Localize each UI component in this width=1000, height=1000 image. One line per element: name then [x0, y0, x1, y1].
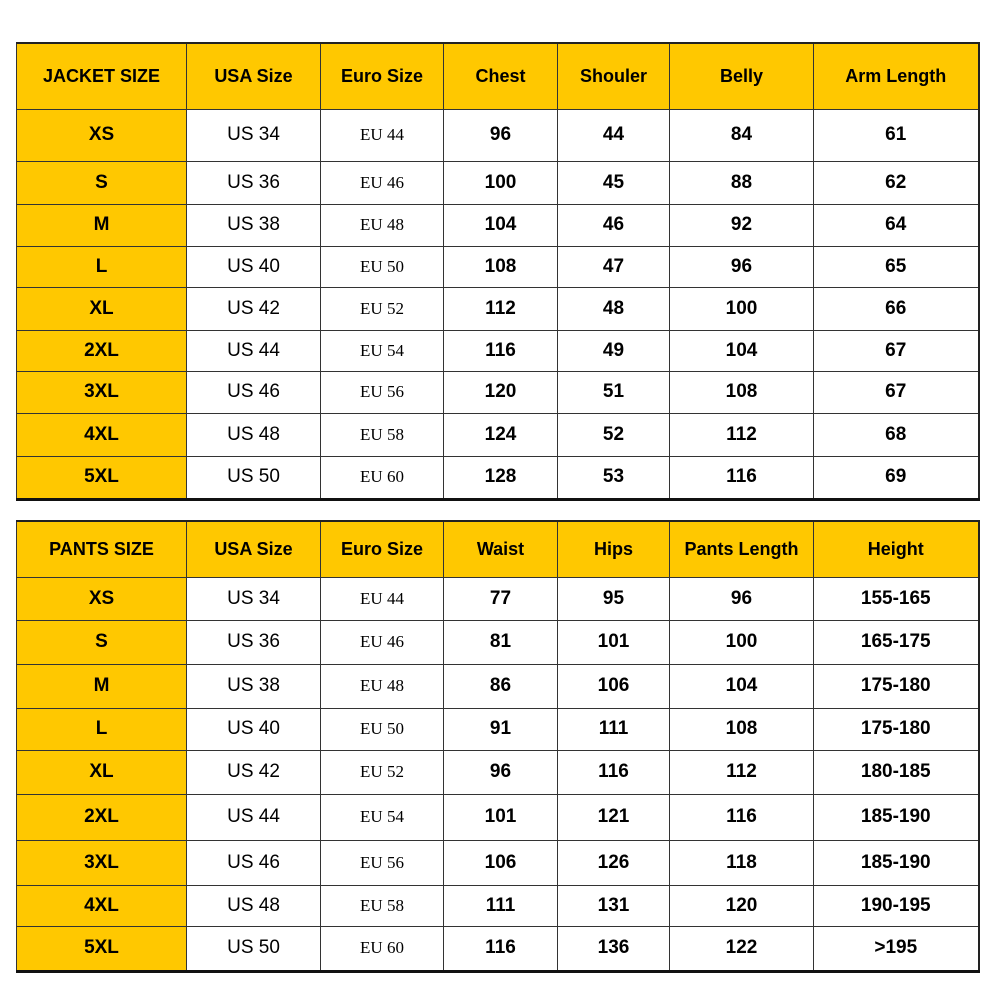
- waist-cell: 101: [444, 794, 558, 840]
- waist-cell: 81: [444, 620, 558, 664]
- size-cell: 5XL: [17, 456, 187, 499]
- pants-length-cell: 104: [670, 664, 814, 708]
- pants-header-row: [17, 521, 979, 577]
- usa-size-cell: US 38: [187, 664, 321, 708]
- euro-size-cell: EU 44: [321, 577, 444, 620]
- belly-header: Belly: [670, 43, 814, 109]
- height-header: Height: [814, 521, 979, 577]
- euro-size-cell: EU 54: [321, 794, 444, 840]
- euro-size-cell: EU 58: [321, 413, 444, 456]
- usa-size-cell: US 50: [187, 926, 321, 971]
- table-row: [17, 204, 979, 246]
- table-row: [17, 246, 979, 287]
- pants-length-cell: 112: [670, 750, 814, 794]
- height-cell: 185-190: [814, 840, 979, 885]
- size-cell: M: [17, 664, 187, 708]
- chest-cell: 124: [444, 413, 558, 456]
- table-row: [17, 109, 979, 161]
- waist-cell: 77: [444, 577, 558, 620]
- pants-size-header: PANTS SIZE: [17, 521, 187, 577]
- usa-size-cell: US 40: [187, 246, 321, 287]
- usa-size-cell: US 38: [187, 204, 321, 246]
- euro-size-cell: EU 54: [321, 330, 444, 371]
- euro-size-cell: EU 48: [321, 664, 444, 708]
- belly-cell: 84: [670, 109, 814, 161]
- height-cell: 190-195: [814, 885, 979, 926]
- arm-length-cell: 67: [814, 330, 979, 371]
- size-cell: 5XL: [17, 926, 187, 971]
- size-cell: 4XL: [17, 413, 187, 456]
- jacket-size-header: JACKET SIZE: [17, 43, 187, 109]
- table-row: [17, 620, 979, 664]
- usa-size-header: USA Size: [187, 43, 321, 109]
- waist-cell: 96: [444, 750, 558, 794]
- table-row: [17, 456, 979, 499]
- shoulder-cell: 48: [558, 287, 670, 330]
- size-cell: S: [17, 620, 187, 664]
- table-row: [17, 750, 979, 794]
- waist-cell: 111: [444, 885, 558, 926]
- arm-length-cell: 65: [814, 246, 979, 287]
- belly-cell: 116: [670, 456, 814, 499]
- hips-cell: 111: [558, 708, 670, 750]
- shoulder-cell: 53: [558, 456, 670, 499]
- usa-size-cell: US 34: [187, 109, 321, 161]
- hips-cell: 116: [558, 750, 670, 794]
- height-cell: 165-175: [814, 620, 979, 664]
- jacket-header-row: [17, 43, 979, 109]
- table-row: [17, 161, 979, 204]
- pants-length-cell: 116: [670, 794, 814, 840]
- euro-size-cell: EU 56: [321, 840, 444, 885]
- euro-size-cell: EU 50: [321, 246, 444, 287]
- usa-size-cell: US 34: [187, 577, 321, 620]
- usa-size-cell: US 48: [187, 885, 321, 926]
- shoulder-cell: 45: [558, 161, 670, 204]
- pants-length-cell: 100: [670, 620, 814, 664]
- euro-size-cell: EU 52: [321, 750, 444, 794]
- arm-length-cell: 67: [814, 371, 979, 413]
- table-row: [17, 708, 979, 750]
- size-cell: XS: [17, 109, 187, 161]
- shoulder-cell: 51: [558, 371, 670, 413]
- usa-size-cell: US 46: [187, 840, 321, 885]
- chest-header: Chest: [444, 43, 558, 109]
- table-row: [17, 330, 979, 371]
- usa-size-cell: US 36: [187, 161, 321, 204]
- usa-size-cell: US 42: [187, 750, 321, 794]
- pants-length-cell: 118: [670, 840, 814, 885]
- pants-length-cell: 122: [670, 926, 814, 971]
- usa-size-cell: US 36: [187, 620, 321, 664]
- euro-size-cell: EU 48: [321, 204, 444, 246]
- waist-header: Waist: [444, 521, 558, 577]
- jacket-size-table: [16, 42, 980, 501]
- table-row: [17, 840, 979, 885]
- chest-cell: 96: [444, 109, 558, 161]
- table-row: [17, 664, 979, 708]
- euro-size-cell: EU 46: [321, 620, 444, 664]
- arm-length-header: Arm Length: [814, 43, 979, 109]
- hips-cell: 95: [558, 577, 670, 620]
- euro-size-cell: EU 56: [321, 371, 444, 413]
- euro-size-cell: EU 52: [321, 287, 444, 330]
- euro-size-cell: EU 50: [321, 708, 444, 750]
- usa-size-header: USA Size: [187, 521, 321, 577]
- size-cell: 2XL: [17, 330, 187, 371]
- hips-cell: 106: [558, 664, 670, 708]
- pants-length-cell: 96: [670, 577, 814, 620]
- hips-cell: 126: [558, 840, 670, 885]
- hips-header: Hips: [558, 521, 670, 577]
- euro-size-cell: EU 46: [321, 161, 444, 204]
- pants-length-cell: 108: [670, 708, 814, 750]
- hips-cell: 101: [558, 620, 670, 664]
- belly-cell: 96: [670, 246, 814, 287]
- euro-size-cell: EU 60: [321, 456, 444, 499]
- size-cell: L: [17, 246, 187, 287]
- chest-cell: 116: [444, 330, 558, 371]
- belly-cell: 104: [670, 330, 814, 371]
- table-row: [17, 794, 979, 840]
- height-cell: 175-180: [814, 708, 979, 750]
- chest-cell: 100: [444, 161, 558, 204]
- belly-cell: 108: [670, 371, 814, 413]
- usa-size-cell: US 42: [187, 287, 321, 330]
- arm-length-cell: 62: [814, 161, 979, 204]
- belly-cell: 92: [670, 204, 814, 246]
- usa-size-cell: US 44: [187, 794, 321, 840]
- height-cell: 155-165: [814, 577, 979, 620]
- table-row: [17, 926, 979, 971]
- table-row: [17, 577, 979, 620]
- shoulder-cell: 49: [558, 330, 670, 371]
- height-cell: >195: [814, 926, 979, 971]
- pants-size-table: [16, 520, 980, 973]
- euro-size-cell: EU 58: [321, 885, 444, 926]
- hips-cell: 136: [558, 926, 670, 971]
- chest-cell: 128: [444, 456, 558, 499]
- table-row: [17, 371, 979, 413]
- arm-length-cell: 69: [814, 456, 979, 499]
- size-cell: 4XL: [17, 885, 187, 926]
- belly-cell: 112: [670, 413, 814, 456]
- size-cell: 3XL: [17, 840, 187, 885]
- euro-size-header: Euro Size: [321, 521, 444, 577]
- waist-cell: 106: [444, 840, 558, 885]
- arm-length-cell: 64: [814, 204, 979, 246]
- belly-cell: 100: [670, 287, 814, 330]
- usa-size-cell: US 44: [187, 330, 321, 371]
- waist-cell: 116: [444, 926, 558, 971]
- arm-length-cell: 66: [814, 287, 979, 330]
- waist-cell: 91: [444, 708, 558, 750]
- usa-size-cell: US 40: [187, 708, 321, 750]
- hips-cell: 121: [558, 794, 670, 840]
- table-row: [17, 413, 979, 456]
- height-cell: 185-190: [814, 794, 979, 840]
- size-cell: XL: [17, 287, 187, 330]
- size-cell: L: [17, 708, 187, 750]
- shoulder-header: Shouler: [558, 43, 670, 109]
- usa-size-cell: US 48: [187, 413, 321, 456]
- height-cell: 175-180: [814, 664, 979, 708]
- size-cell: XL: [17, 750, 187, 794]
- arm-length-cell: 61: [814, 109, 979, 161]
- pants-length-cell: 120: [670, 885, 814, 926]
- size-cell: M: [17, 204, 187, 246]
- chest-cell: 120: [444, 371, 558, 413]
- shoulder-cell: 47: [558, 246, 670, 287]
- height-cell: 180-185: [814, 750, 979, 794]
- table-row: [17, 885, 979, 926]
- usa-size-cell: US 46: [187, 371, 321, 413]
- pants-length-header: Pants Length: [670, 521, 814, 577]
- size-cell: 2XL: [17, 794, 187, 840]
- belly-cell: 88: [670, 161, 814, 204]
- hips-cell: 131: [558, 885, 670, 926]
- size-cell: XS: [17, 577, 187, 620]
- size-cell: 3XL: [17, 371, 187, 413]
- shoulder-cell: 44: [558, 109, 670, 161]
- waist-cell: 86: [444, 664, 558, 708]
- shoulder-cell: 46: [558, 204, 670, 246]
- size-cell: S: [17, 161, 187, 204]
- arm-length-cell: 68: [814, 413, 979, 456]
- chest-cell: 112: [444, 287, 558, 330]
- chest-cell: 104: [444, 204, 558, 246]
- usa-size-cell: US 50: [187, 456, 321, 499]
- euro-size-cell: EU 44: [321, 109, 444, 161]
- shoulder-cell: 52: [558, 413, 670, 456]
- euro-size-cell: EU 60: [321, 926, 444, 971]
- euro-size-header: Euro Size: [321, 43, 444, 109]
- chest-cell: 108: [444, 246, 558, 287]
- table-row: [17, 287, 979, 330]
